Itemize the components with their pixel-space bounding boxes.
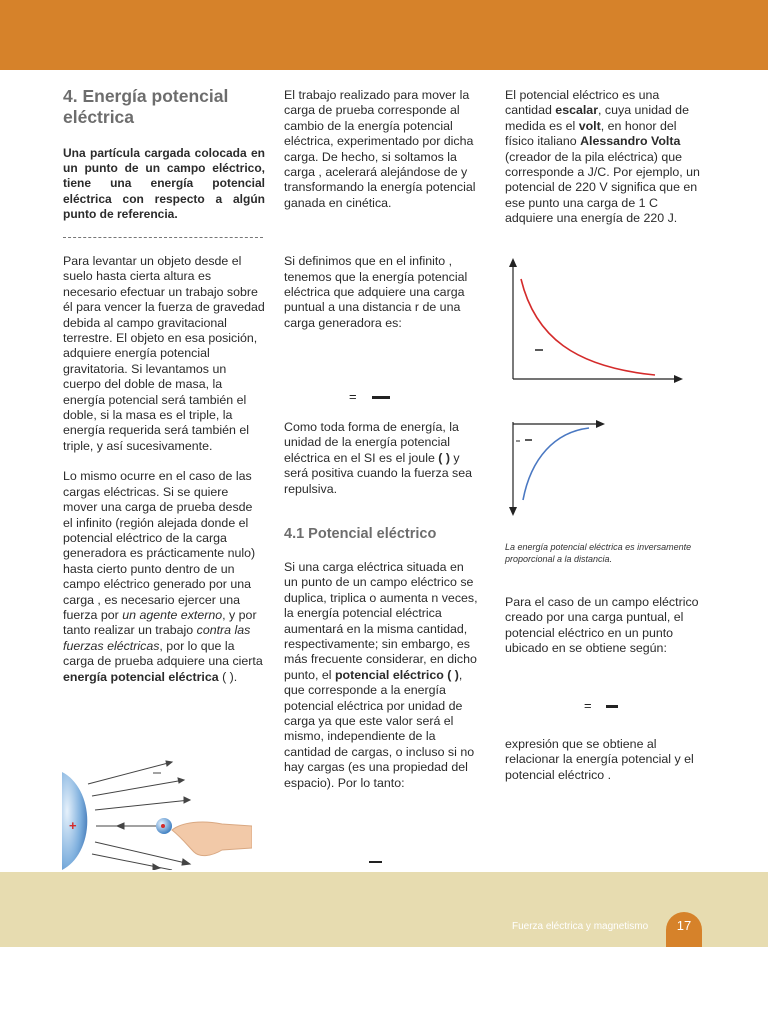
paragraph-expression: expresión que se obtiene al relacionar la energía potencial y el potencial eléctrico . (505, 737, 694, 782)
energy-curve-positive (521, 279, 655, 375)
footer-title: Fuerza eléctrica y magnetismo (512, 921, 649, 932)
paragraph-potential: Si una carga eléctrica situada en un punto de un campo eléctrico se duplica, triplica o aumenta n veces, la energía potencial eléctrica aumentará en la misma cantidad, respectivamente; sin embargo, es más frecuente considerar, en dicho punto, el potencial eléctrico ( ), que corresponde a la energía potencial eléctrica por unidad de carga ya que este valor será el mismo, independiente de la cantidad de cargas, o incluso si no hay cargas (es una propiedad del espacio). Por lo tanto: (284, 560, 478, 790)
subsection-title: 4.1 Potencial eléctrico (284, 526, 437, 542)
graph-repulsive-energy (505, 257, 685, 385)
page-number: 17 (676, 918, 692, 933)
intro-paragraph: Una partícula cargada colocada en un punto de un campo eléctrico, tiene una energía potencial eléctrica con respecto a algún punto de referencia. (63, 146, 265, 221)
energy-curve-negative (523, 428, 589, 500)
paragraph-volt: El potencial eléctrico es una cantidad escalar, cuya unidad de medida es el volt, en honor del físico italiano Alessandro Volta (creador de la pila eléctrica) que corresponde a J/C. Por ejemplo, un potencial de 220 V significa que en ese punto una carga de 1 C adquiere una energía de 220 J. (505, 88, 700, 226)
col1-body (63, 254, 265, 685)
section-title: 4. Energía potencial eléctrica (63, 86, 229, 127)
footer-band (0, 872, 768, 947)
fraction-bar (369, 861, 382, 863)
paragraph-point-charge: Para el caso de un campo eléctrico creado por una carga puntual, el potencial eléctrico en un punto ubicado en se obtiene según: (505, 595, 699, 656)
graph-attractive-energy (505, 418, 685, 518)
equation-energy: = (349, 389, 357, 404)
paragraph-joule: Como toda forma de energía, la unidad de la energía potencial eléctrica en el SI es el joule ( ) y será positiva cuando la fuerza sea repulsiva. (284, 420, 473, 496)
figure-caption: La energía potencial eléctrica es inversamente proporcional a la distancia. (505, 542, 692, 564)
field-lines (88, 761, 190, 870)
paragraph-infinity: Si definimos que en el infinito , tenemos que la energía potencial eléctrica que adquiere una carga puntual a una distancia r de una carga generadora es: (284, 254, 468, 330)
header-band (0, 0, 768, 70)
col2-body (284, 88, 480, 331)
dashed-divider (63, 237, 263, 238)
finger-hand (172, 822, 252, 856)
charge-field-illustration (62, 760, 252, 870)
equation-potential: = (584, 698, 592, 713)
paragraph-electric: Lo mismo ocurre en el caso de las cargas eléctricas. Si se quiere mover una carga de prueba desde el infinito (región alejada donde el potencial eléctrico de la carga generadora es prácticamente nulo) hasta cierto punto dentro de un campo eléctrico generado por una carga , es necesario ejercer una fuerza por un agente externo, y por tanto realizar un trabajo contra las fuerzas eléctricas, por lo que la carga de prueba adquiere una cierta energía potencial eléctrica ( ). (63, 469, 263, 684)
fraction-bar (372, 396, 390, 399)
plus-sign: + (69, 818, 77, 833)
paragraph-gravity: Para levantar un objeto desde el suelo hasta cierta altura es necesario efectuar un trabajo sobre él para vencer la fuerza de gravedad debida al campo gravitacional terrestre. El objeto en esa posición, adquiere energía potencial gravitatoria. Si levantamos un cuerpo del doble de masa, la energía potencial será también el doble, si la masa es el triple, la energía requerida será también el triple, y así sucesivamente. (63, 254, 265, 453)
fraction-bar (606, 705, 618, 708)
paragraph-work: El trabajo realizado para mover la carga de prueba corresponde al cambio de la energía potencial eléctrica, experimentado por dicha carga. De hecho, si soltamos la carga , acelerará alejándose de y transformando la energía potencial ganada en cinética. (284, 88, 476, 210)
